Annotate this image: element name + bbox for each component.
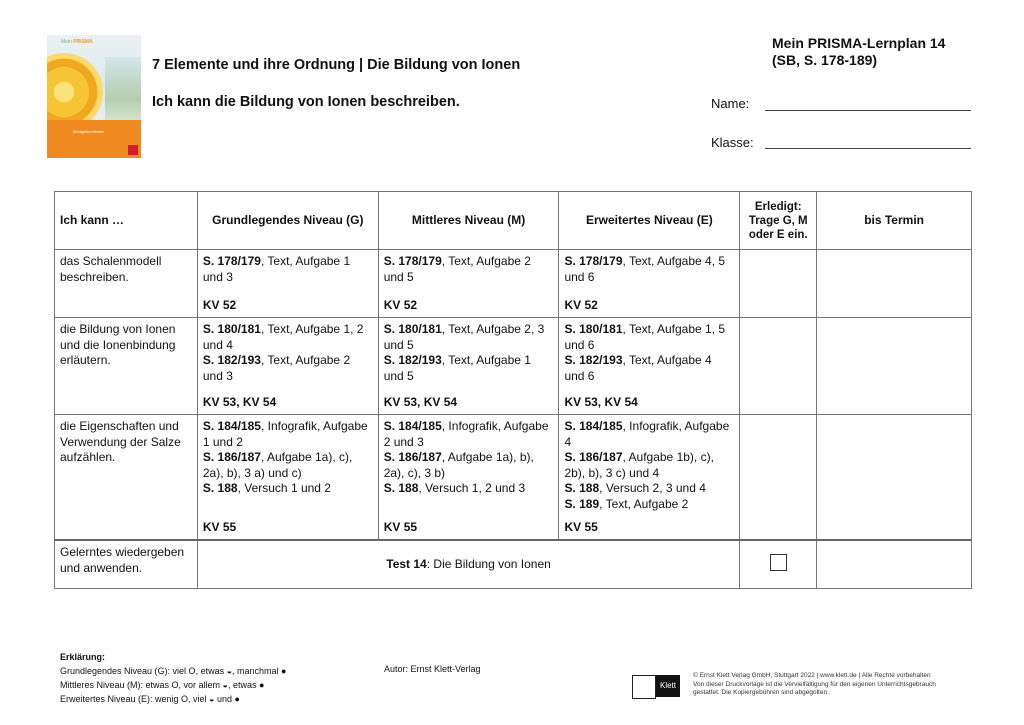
niveau-m-cell bbox=[378, 318, 559, 415]
header-erweitert: Erweitertes Niveau (E) bbox=[559, 192, 740, 250]
task-reference: S. 188, Versuch 2, 3 und 4 bbox=[564, 481, 706, 495]
niveau-g-cell bbox=[197, 318, 378, 415]
task-reference: S. 189, Text, Aufgabe 2 bbox=[564, 496, 689, 511]
kv-reference: KV 53, KV 54 bbox=[202, 394, 277, 409]
niveau-g-cell bbox=[197, 415, 378, 541]
niveau-e-cell bbox=[559, 250, 740, 318]
erledigt-cell[interactable] bbox=[740, 318, 817, 415]
header-grundlegend: Grundlegendes Niveau (G) bbox=[197, 192, 378, 250]
task-reference: S. 180/181, Text, Aufgabe 1, 5 und 6 bbox=[564, 322, 726, 352]
skill-cell: die Bildung von Ionen und die Ionenbindung erläutern. bbox=[55, 318, 198, 415]
task-reference: S. 188, Versuch 1 und 2 bbox=[202, 481, 331, 495]
header-termin: bis Termin bbox=[817, 192, 972, 250]
table-row bbox=[55, 415, 972, 541]
klett-logo-icon bbox=[128, 145, 138, 155]
page-title: 7 Elemente und ihre Ordnung | Die Bildung von Ionen bbox=[152, 57, 521, 73]
niveau-g-cell bbox=[197, 250, 378, 318]
kv-reference: KV 53, KV 54 bbox=[383, 394, 458, 409]
kv-reference: KV 52 bbox=[202, 297, 237, 312]
kv-reference: KV 55 bbox=[564, 519, 598, 534]
test-done-cell bbox=[740, 540, 817, 588]
task-reference: S. 178/179, Text, Aufgabe 1 und 3 bbox=[202, 254, 351, 284]
task-reference: S. 186/187, Aufgabe 1b), c), 2b), b), 3 c) und 4 bbox=[564, 450, 714, 480]
klasse-label: Klasse: bbox=[711, 135, 754, 150]
book-cover-image: Mein PRISMA Mit digitalen Medien bbox=[47, 35, 141, 158]
header-mittel: Mittleres Niveau (M) bbox=[378, 192, 559, 250]
niveau-m-cell bbox=[378, 250, 559, 318]
task-reference: S. 188, Versuch 1, 2 und 3 bbox=[383, 481, 526, 495]
name-label: Name: bbox=[711, 96, 750, 111]
page-subtitle: Ich kann die Bildung von Ionen beschreiben. bbox=[152, 94, 460, 110]
niveau-m-cell bbox=[378, 415, 559, 541]
task-reference: S. 178/179, Text, Aufgabe 4, 5 und 6 bbox=[564, 254, 726, 284]
task-reference: S. 182/193, Text, Aufgabe 1 und 5 bbox=[383, 353, 531, 383]
test-skill: Gelerntes wiedergeben und anwenden. bbox=[55, 540, 198, 588]
table-row bbox=[55, 250, 972, 318]
task-reference: S. 180/181, Text, Aufgabe 2, 3 und 5 bbox=[383, 322, 545, 352]
header-erledigt: Erledigt: Trage G, M oder E ein. bbox=[740, 192, 817, 250]
kv-reference: KV 55 bbox=[383, 519, 418, 534]
name-field[interactable] bbox=[765, 110, 971, 111]
klett-publisher-logo: Klett bbox=[632, 675, 680, 697]
lernplan-heading: Mein PRISMA-Lernplan 14 (SB, S. 178-189) bbox=[772, 35, 946, 68]
kv-reference: KV 52 bbox=[383, 297, 418, 312]
erledigt-cell[interactable] bbox=[740, 250, 817, 318]
test-row bbox=[55, 540, 972, 588]
author-note: Autor: Ernst Klett-Verlag bbox=[384, 664, 481, 674]
learning-plan-table bbox=[54, 191, 972, 589]
kv-reference: KV 53, KV 54 bbox=[564, 394, 638, 409]
table-header-row bbox=[55, 192, 972, 250]
test-termin-cell[interactable] bbox=[817, 540, 972, 588]
skill-cell: die Eigenschaften und Verwendung der Salze aufzählen. bbox=[55, 415, 198, 541]
niveau-e-cell bbox=[559, 415, 740, 541]
table-row bbox=[55, 318, 972, 415]
kv-reference: KV 52 bbox=[564, 297, 598, 312]
niveau-e-cell bbox=[559, 318, 740, 415]
task-reference: S. 184/185, Infografik, Aufgabe 2 und 3 bbox=[383, 419, 549, 449]
erledigt-cell[interactable] bbox=[740, 415, 817, 541]
task-reference: S. 184/185, Infografik, Aufgabe 4 bbox=[564, 419, 730, 449]
task-reference: S. 178/179, Text, Aufgabe 2 und 5 bbox=[383, 254, 531, 284]
termin-cell[interactable] bbox=[817, 415, 972, 541]
header-ich-kann: Ich kann … bbox=[55, 192, 198, 250]
task-reference: S. 186/187, Aufgabe 1a), b), 2a), c), 3 b) bbox=[383, 450, 534, 480]
kv-reference: KV 55 bbox=[202, 519, 237, 534]
cover-band bbox=[47, 120, 141, 158]
test-done-checkbox[interactable] bbox=[770, 554, 787, 571]
klasse-field[interactable] bbox=[765, 148, 971, 149]
task-reference: S. 184/185, Infografik, Aufgabe 1 und 2 bbox=[202, 419, 368, 449]
task-reference: S. 182/193, Text, Aufgabe 4 und 6 bbox=[564, 353, 712, 383]
task-reference: S. 182/193, Text, Aufgabe 2 und 3 bbox=[202, 353, 351, 383]
legend: Erklärung: Grundlegendes Niveau (G): viel O, etwas ◒, manchmal ● Mittleres Niveau (M): etwas O, vor allem ◒, etwas ● Erweitertes Niveau (E): wenig O, viel ◒ und ● bbox=[60, 652, 287, 704]
test-cell: Test 14: Die Bildung von Ionen bbox=[197, 540, 739, 588]
klett-emblem-icon bbox=[632, 675, 656, 699]
skill-cell: das Schalenmodell beschreiben. bbox=[55, 250, 198, 318]
termin-cell[interactable] bbox=[817, 318, 972, 415]
termin-cell[interactable] bbox=[817, 250, 972, 318]
cover-photo bbox=[105, 57, 141, 127]
task-reference: S. 180/181, Text, Aufgabe 1, 2 und 4 bbox=[202, 322, 364, 352]
task-reference: S. 186/187, Aufgabe 1a), c), 2a), b), 3 a) und c) bbox=[202, 450, 353, 480]
copyright-notice: © Ernst Klett Verlag GmbH, Stuttgart 2022 | www.klett.de | Alle Rechte vorbehalten Von dieser Druckvorlage ist die Vervielfältigung für den eigenen Unterrichtsgebrauch gestattet. Die Kopiergebühren sind abgegolten. bbox=[693, 672, 936, 696]
